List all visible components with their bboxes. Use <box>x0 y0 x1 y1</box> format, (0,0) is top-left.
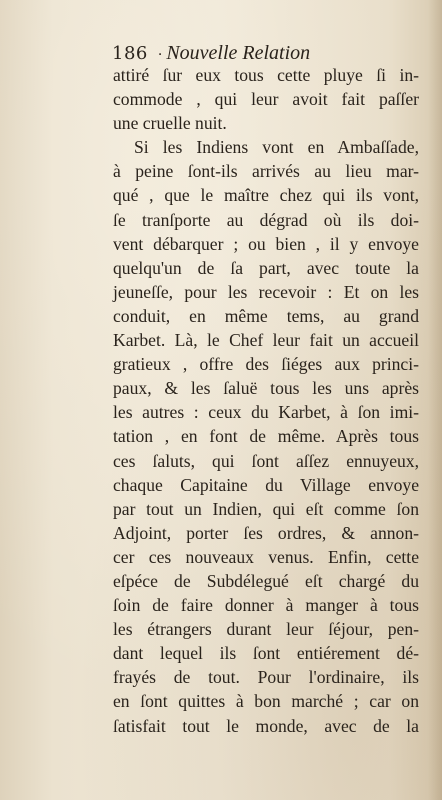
text-line: commode , qui leur avoit fait paſſer <box>113 89 419 110</box>
running-title: Nouvelle Relation <box>166 42 311 64</box>
text-line: frayés de tout. Pour l'ordinaire, ils <box>113 667 419 688</box>
text-line: conduit, en même tems, au grand <box>113 305 419 326</box>
text-line: chaque Capitaine du Village envoye <box>113 474 419 495</box>
text-line: les étrangers durant leur ſéjour, pen- <box>113 619 419 640</box>
text-line: Adjoint, porter ſes ordres, & annon- <box>113 522 419 543</box>
text-line: par tout un Indien, qui eſt comme ſon <box>113 498 419 519</box>
page-text <box>113 63 419 738</box>
header-dot: · <box>157 47 163 63</box>
text-line: ſoin de faire donner à manger à tous <box>113 595 419 616</box>
text-line: jeuneſſe, pour les recevoir : Et on les <box>113 281 419 302</box>
text-line: attiré ſur eux tous cette pluye ſi in- <box>113 65 419 85</box>
text-line: ſatisfait tout le monde, avec de la <box>113 715 419 736</box>
text-line: cer ces nouveaux venus. Enfin, cette <box>113 546 419 567</box>
page-edge-shadow <box>428 0 442 800</box>
text-line: Si les Indiens vont en Ambaſſade, <box>134 137 419 158</box>
text-line: tation , en font de même. Après tous <box>113 426 419 447</box>
text-line: à peine ſont-ils arrivés au lieu mar- <box>113 161 419 182</box>
text-line: dant lequel ils ſont entiérement dé- <box>113 643 419 664</box>
text-line: gratieux , offre des ſiéges aux princi- <box>113 354 419 375</box>
text-line: qué , que le maître chez qui ils vont, <box>113 185 419 206</box>
text-line: paux, & les ſaluë tous les uns après <box>113 378 419 399</box>
text-line: quelqu'un de ſa part, avec toute la <box>113 257 419 278</box>
text-line: ces ſaluts, qui ſont aſſez ennuyeux, <box>113 450 419 471</box>
page-number: 186 <box>112 43 148 64</box>
text-line: Karbet. Là, le Chef leur fait un accueil <box>113 330 419 351</box>
text-line: ſe tranſporte au dégrad où ils doi- <box>113 209 419 230</box>
text-line: une cruelle nuit. <box>113 113 227 134</box>
text-line: en ſont quittes à bon marché ; car on <box>113 691 419 712</box>
text-line: vent débarquer ; ou bien , il y envoye <box>113 233 419 254</box>
text-line: eſpéce de Subdélegué eſt chargé du <box>113 570 419 591</box>
text-line: les autres : ceux du Karbet, à ſon imi- <box>113 402 419 423</box>
